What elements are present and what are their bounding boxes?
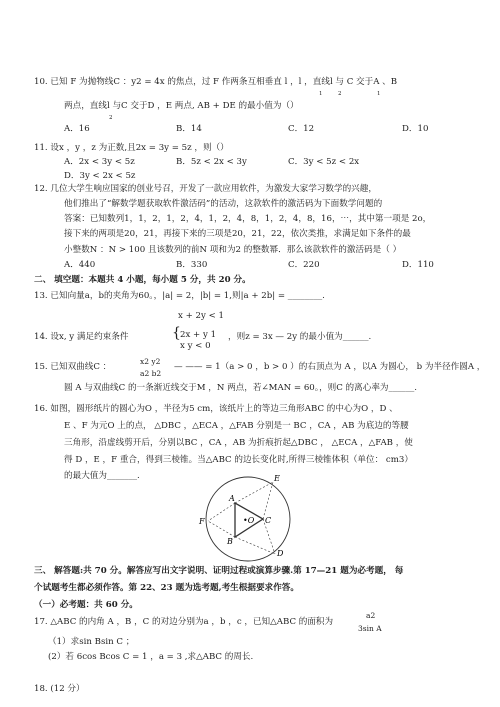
q17-sub1: （1）求sin Bsin C ；	[48, 637, 135, 647]
label-o: •O	[243, 516, 255, 525]
q11-option-d: D．3y < 2x < 5z	[64, 171, 136, 181]
q15-line1a: 15. 已知双曲线C ：	[34, 362, 112, 372]
q14-system-row3: x y < 0	[180, 341, 211, 351]
part3-line2: 个试题考生都必须作答。第 22、23 题为选考题,考生根据要求作答。	[34, 583, 299, 593]
q10-option-d: D．10	[402, 124, 429, 134]
q10-line1: 10. 已知 F 为抛物线C ：y2 = 4x 的焦点，过 F 作两条互相垂直 l ，l ，直线l 与 C 交于A 、B	[34, 77, 398, 87]
part3-line1: 三、 解答题:共 70 分。解答应写出文字说明、证明过程或演算步骤.第 17—21 题为必考题， 每	[34, 566, 404, 576]
q12-option-d: D．110	[402, 260, 434, 270]
q14-system-row2: 2x + y 1	[180, 330, 217, 340]
q12-option-a: A．440	[64, 260, 96, 270]
q10-sub4: 2	[109, 115, 113, 121]
q11-option-a: A．2x < 3y < 5z	[64, 157, 135, 167]
q10-sub3: 1	[377, 91, 381, 97]
q17-frac-num: a2	[366, 611, 376, 620]
label-d: D	[277, 549, 284, 558]
q15-frac-num: x2 y2	[140, 357, 161, 366]
part3-line3: （一）必考题：共 60 分。	[34, 600, 138, 610]
q14-rest: ，则z = 3x — 2y 的最小值为______.	[228, 332, 372, 342]
label-f: F	[199, 517, 205, 526]
q11-option-c: C．3y < 5z < 2x	[288, 157, 360, 167]
q10-option-b: B．14	[176, 124, 202, 134]
label-a: A	[229, 494, 235, 503]
q10-sub1: 1	[319, 91, 323, 97]
q16-figure	[195, 470, 305, 566]
q16-line5: 的最大值为_______.	[64, 471, 140, 481]
q11-line1: 11. 设x ，y ，z 为正数,且2x = 3y = 5z ，则（）	[34, 143, 229, 153]
q16-line1: 16. 如图，圆形纸片的圆心为O ，半径为5 cm，该纸片上的等边三角形ABC 的中心为O ，D 、	[34, 404, 398, 414]
q12-line2: 他们推出了“解数学题获取软件激活码”的活动，这款软件的激活码为下面数学问题的	[64, 199, 383, 209]
q15-line1b: — —— = 1（a > 0 ，b > 0 ）的右顶点为 A ，以A 为圆心， b 为半径作圆A ，	[174, 362, 486, 372]
q10-option-c: C．12	[288, 124, 315, 134]
q12-line3: 答案：已知数列1，1，2，1，2，4，1，2，4，8，1，2，4，8，16，⋯，其中第一项是 2o，	[64, 214, 432, 224]
q12-line5: 小整数N ：N > 100 且该数列的前N 项和为2 的整数幂．那么该款软件的激活码是（ ）	[64, 245, 402, 255]
q13-line: 13. 已知向量a，b的夹角为60。，|a| = 2，|b| = 1,则|a + 2b| = ________.	[34, 291, 325, 301]
q14-system-row1: x + 2y < 1	[178, 311, 224, 321]
q16-line3: 三角形，沿虚线剪开后，分别以BC ，CA ，AB 为折痕折起△DBC ， △ECA ，△FAB ，使	[64, 438, 413, 448]
q16-line4: 得 D ，E ，F 重合，得到三棱锥。当△ABC 的边长变化时,所得三棱锥体积（单位： cm3）	[64, 455, 413, 465]
q10-option-a: A．16	[64, 124, 90, 134]
label-b: B	[227, 537, 233, 546]
q17-frac-den: 3sin A	[358, 624, 382, 633]
q12-option-c: C．220	[288, 260, 320, 270]
q16-line2: E 、F 为元O 上的点， △DBC ，△ECA ，△FAB 分别是一 BC ，CA ，AB 为底边的等腰	[64, 421, 409, 431]
part2-heading: 二、 填空题：本题共 4 小题，每小题 5 分，共 20 分。	[34, 275, 251, 285]
q12-line1: 12. 几位大学生响应国家的创业号召，开发了一款应用软件，为激发大家学习数学的兴趣，	[34, 184, 377, 194]
q17-line: 17. △ABC 的内角 A ，B ，C 的对边分别为a ，b ，c ，已知△ABC 的面积为	[34, 617, 334, 627]
q17-sub2: (2）若 6cos Bcos C = 1 ，a = 3 ,求△ABC 的周长.	[48, 652, 254, 662]
q10-sub2: 2	[338, 91, 342, 97]
q12-option-b: B．330	[176, 260, 208, 270]
q10-line2: 两点，直线l 与C 交于D ，E 两点, AB + DE 的最小值为（）	[64, 101, 299, 111]
q14-brace-icon: {	[172, 325, 181, 341]
q18-line: 18. (12 分）	[34, 684, 85, 694]
q15-frac-den: a2 b2	[140, 369, 162, 378]
label-c: C	[265, 516, 272, 525]
q15-line2: 圆 A 与双曲线C 的一条渐近线交于M ，N 两点，若∠MAN = 60。，则C 的离心率为______.	[64, 383, 418, 393]
q12-line4: 接下来的两项是20，21，再接下来的三项是20，21，22，依次类推，求满足如下条件的最	[64, 229, 411, 239]
q14-line: 14. 设x, y 满足约束条件	[34, 332, 129, 342]
label-e: E	[274, 474, 280, 483]
q11-option-b: B．5z < 2x < 3y	[176, 157, 247, 167]
